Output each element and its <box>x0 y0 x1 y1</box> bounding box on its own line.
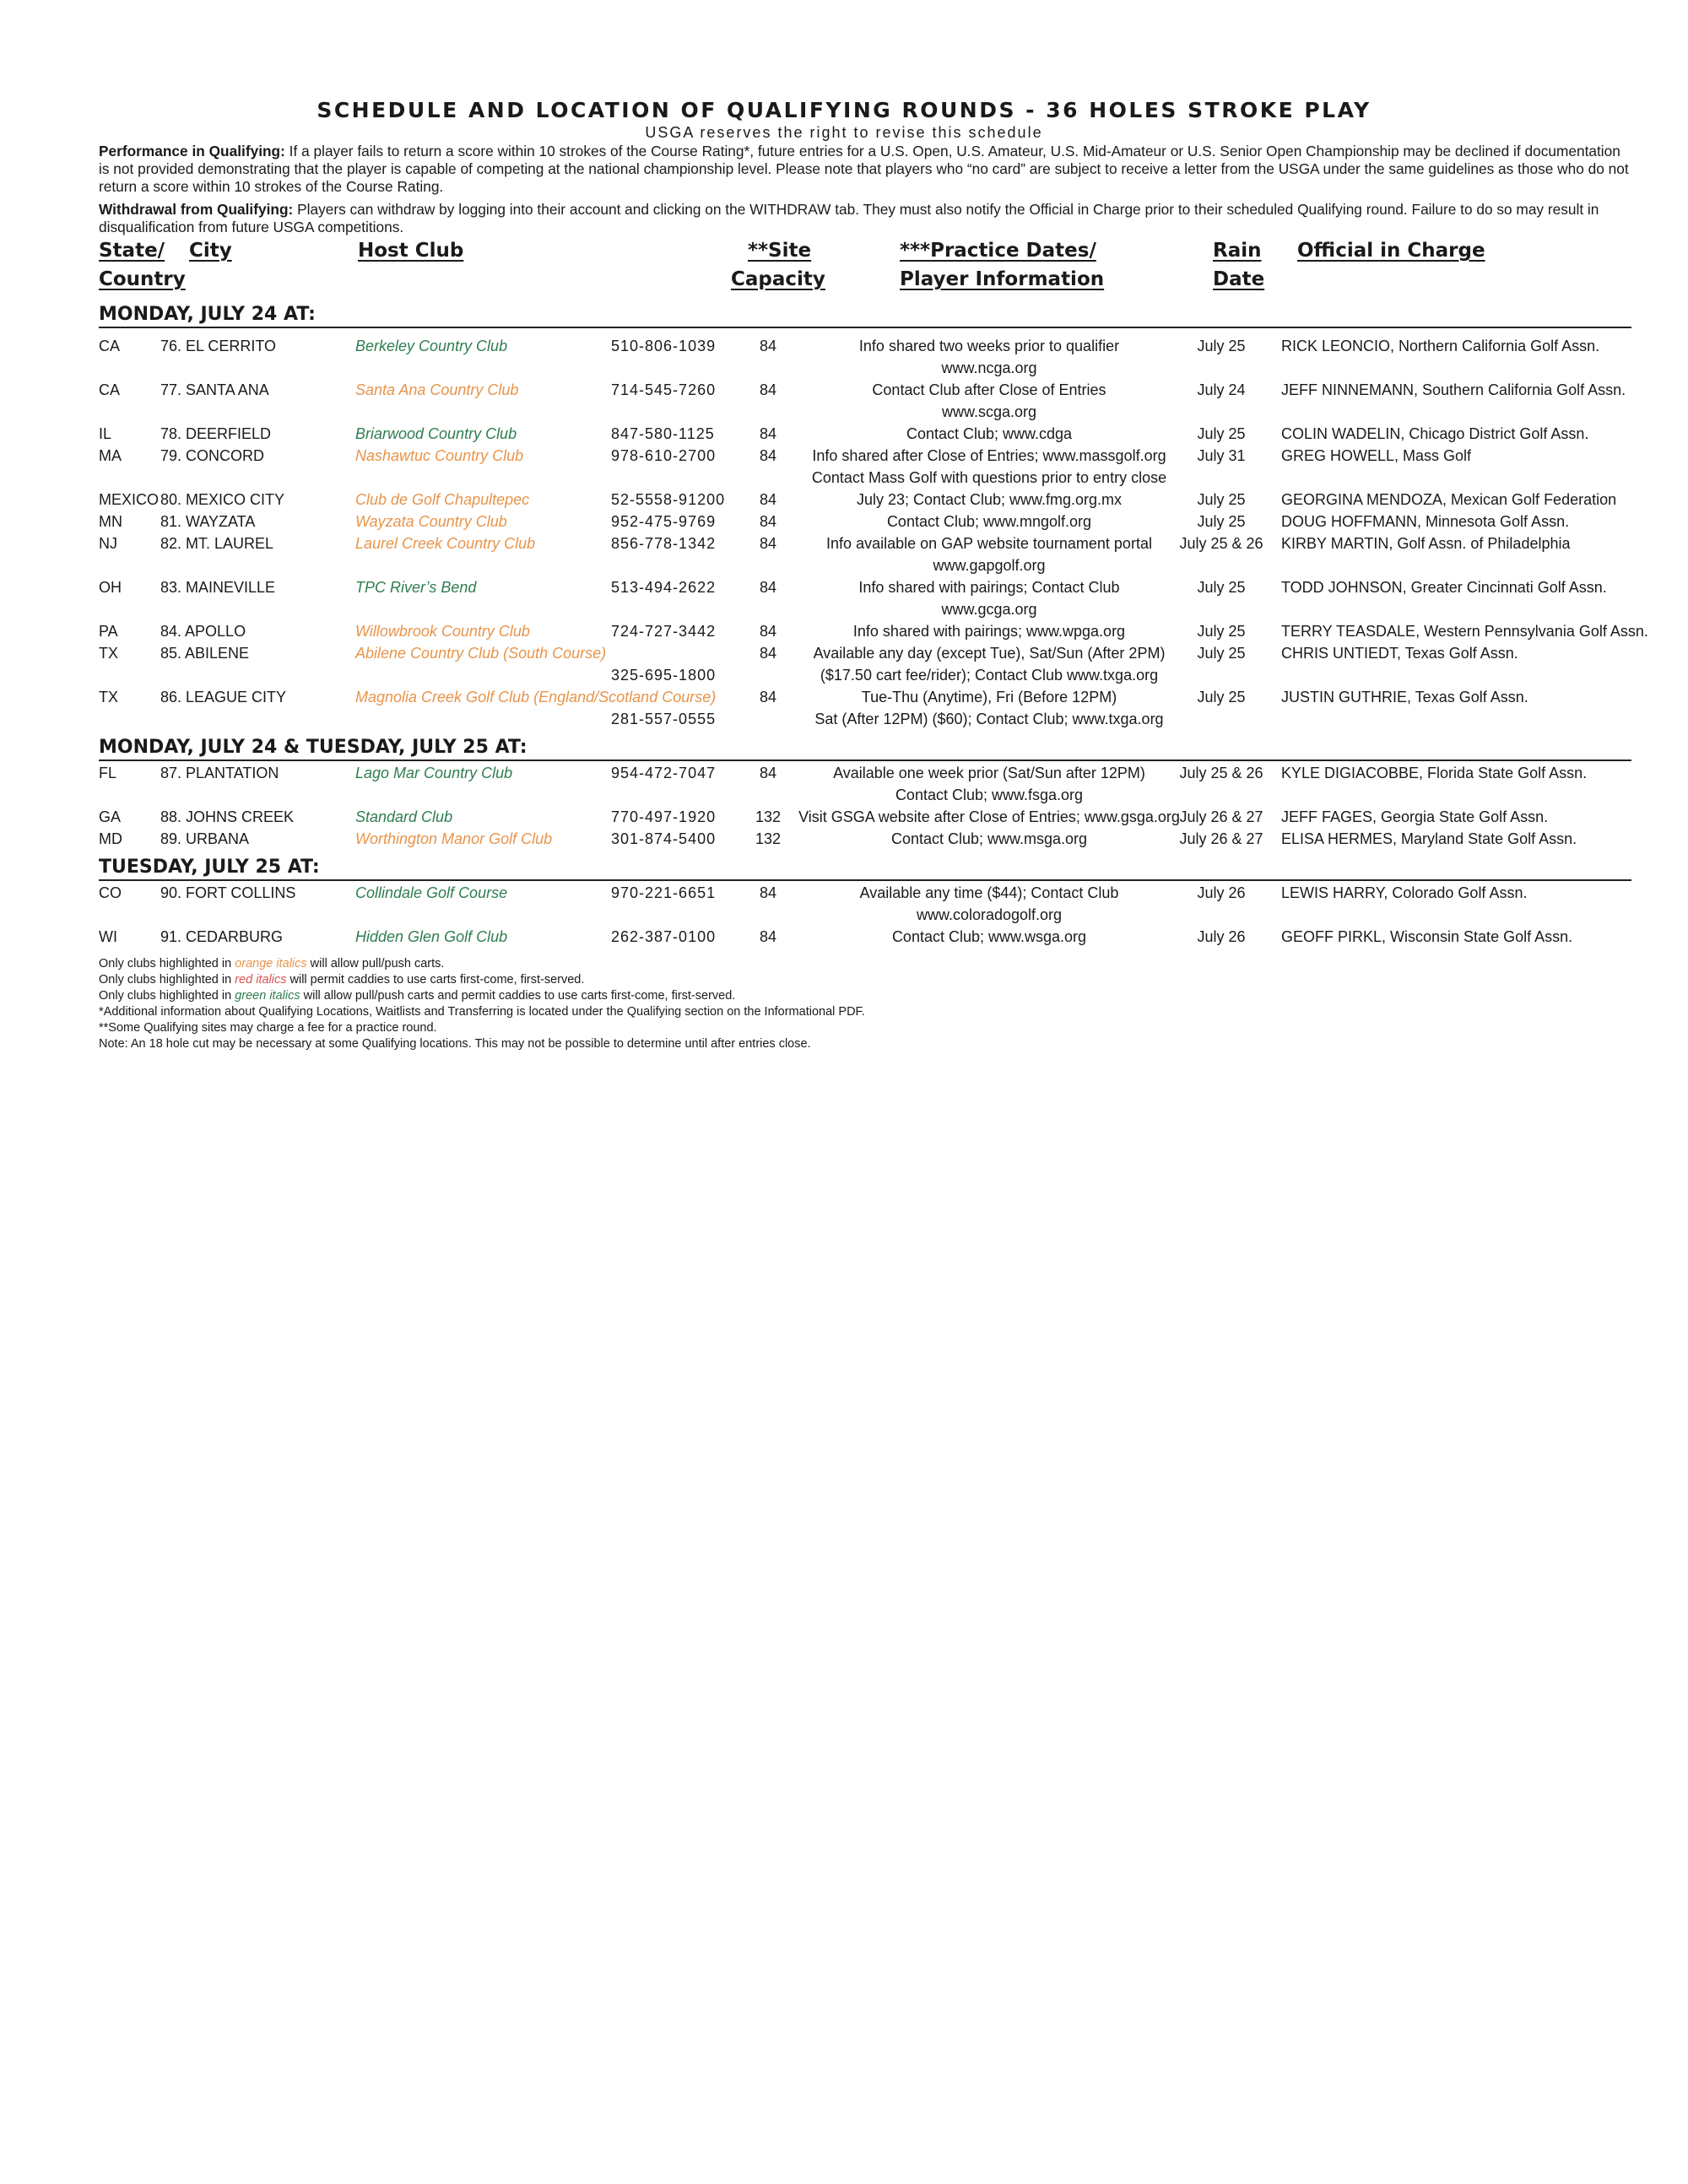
practice-info-cell: Sat (After 12PM) ($60); Contact Club; www.txga.org <box>814 711 1164 727</box>
state-cell: CA <box>99 381 121 398</box>
phone-cell: 954-472-7047 <box>611 765 717 781</box>
host-club-cell: Briarwood Country Club <box>355 425 517 442</box>
rain-date-cell: July 25 & 26 <box>1179 535 1263 552</box>
city-cell: 90. FORT COLLINS <box>160 884 296 901</box>
practice-info-cell: Contact Club; www.msga.org <box>890 830 1088 847</box>
rain-date-cell: July 26 & 27 <box>1179 830 1263 847</box>
practice-info-cell: Contact Club after Close of Entries <box>872 381 1106 398</box>
host-club-cell: Standard Club <box>355 808 453 825</box>
phone-cell: 970-221-6651 <box>611 884 717 901</box>
document-title: SCHEDULE AND LOCATION OF QUALIFYING ROUNDS - 36 HOLES STROKE PLAY <box>316 98 1372 122</box>
city-cell: 77. SANTA ANA <box>160 381 269 398</box>
official-cell: LEWIS HARRY, Colorado Golf Assn. <box>1281 884 1528 901</box>
practice-info-cell: Info shared with pairings; Contact Club <box>858 579 1120 596</box>
state-cell: OH <box>99 579 122 596</box>
capacity-cell: 132 <box>755 830 782 847</box>
phone-cell: 262-387-0100 <box>611 928 717 945</box>
phone-cell: 52-5558-91200 <box>611 491 726 508</box>
footnote-orange: Only clubs highlighted in orange italics will allow pull/push carts. <box>99 957 445 970</box>
host-club-cell: Wayzata Country Club <box>355 513 507 530</box>
rain-date-cell: July 25 <box>1197 338 1246 354</box>
rain-date-cell: July 26 <box>1197 884 1246 901</box>
rain-date-cell: July 31 <box>1197 447 1246 464</box>
practice-info-cell: July 23; Contact Club; www.fmg.org.mx <box>856 491 1123 508</box>
phone-cell: 714-545-7260 <box>611 381 717 398</box>
rain-date-cell: July 25 & 26 <box>1179 765 1263 781</box>
state-cell: FL <box>99 765 117 781</box>
host-club-cell: Magnolia Creek Golf Club (England/Scotland Course) <box>355 689 717 705</box>
official-cell: ELISA HERMES, Maryland State Golf Assn. <box>1281 830 1577 847</box>
official-cell: COLIN WADELIN, Chicago District Golf Assn. <box>1281 425 1589 442</box>
phone-cell: 510-806-1039 <box>611 338 717 354</box>
footnote-practice-fee: **Some Qualifying sites may charge a fee for a practice round. <box>99 1021 437 1035</box>
header-country: Country <box>99 268 186 290</box>
state-cell: MN <box>99 513 122 530</box>
official-cell: GEORGINA MENDOZA, Mexican Golf Federation <box>1281 491 1617 508</box>
performance-text: If a player fails to return a score within 10 strokes of the Course Rating*, future entries for a U.S. Open, U.S. Amateur, U.S. Mid-Amateur or U.S. Senior Open Championship may be declined if documentation is not provided demonstrating that the player is capable of competing at the national championship level. Please note that players who “no card” are subject to receive a letter from the USGA under the same guidelines as those who do not return a score within 10 strokes of the Course Rating. <box>99 143 1629 195</box>
state-cell: MA <box>99 447 122 464</box>
practice-info-cell: Info shared after Close of Entries; www.massgolf.org <box>812 447 1166 464</box>
phone-cell: 513-494-2622 <box>611 579 717 596</box>
capacity-cell: 84 <box>759 447 777 464</box>
city-cell: 89. URBANA <box>160 830 250 847</box>
city-cell: 84. APOLLO <box>160 623 246 640</box>
practice-info-cell: www.coloradogolf.org <box>916 906 1063 923</box>
official-cell: KIRBY MARTIN, Golf Assn. of Philadelphia <box>1281 535 1571 552</box>
capacity-cell: 84 <box>759 338 777 354</box>
phone-cell: 301-874-5400 <box>611 830 717 847</box>
withdrawal-label: Withdrawal from Qualifying: <box>99 201 294 218</box>
rain-date-cell: July 25 <box>1197 689 1246 705</box>
practice-info-cell: Available any time ($44); Contact Club <box>859 884 1119 901</box>
official-cell: DOUG HOFFMANN, Minnesota Golf Assn. <box>1281 513 1570 530</box>
official-cell: JUSTIN GUTHRIE, Texas Golf Assn. <box>1281 689 1528 705</box>
host-club-cell: Santa Ana Country Club <box>355 381 519 398</box>
state-cell: MEXICO <box>99 491 160 508</box>
host-club-cell: Nashawtuc Country Club <box>355 447 524 464</box>
phone-cell: 978-610-2700 <box>611 447 717 464</box>
city-cell: 79. CONCORD <box>160 447 265 464</box>
header-practice-dates: ***Practice Dates/ <box>900 240 1096 262</box>
practice-info-cell: www.gapgolf.org <box>933 557 1046 574</box>
header-city: City <box>189 240 232 262</box>
practice-info-cell: Info shared two weeks prior to qualifier <box>858 338 1120 354</box>
city-cell: 76. EL CERRITO <box>160 338 277 354</box>
host-club-cell: Worthington Manor Golf Club <box>355 830 553 847</box>
state-cell: CO <box>99 884 122 901</box>
section-heading: MONDAY, JULY 24 AT: <box>99 304 1631 328</box>
practice-info-cell: www.ncga.org <box>941 359 1037 376</box>
city-cell: 86. LEAGUE CITY <box>160 689 287 705</box>
city-cell: 83. MAINEVILLE <box>160 579 276 596</box>
phone-cell: 325-695-1800 <box>611 667 717 684</box>
header-player-information: Player Information <box>900 268 1105 290</box>
header-date: Date <box>1213 268 1265 290</box>
city-cell: 85. ABILENE <box>160 645 250 662</box>
city-cell: 78. DEERFIELD <box>160 425 272 442</box>
capacity-cell: 84 <box>759 381 777 398</box>
practice-info-cell: Available one week prior (Sat/Sun after 12PM) <box>833 765 1145 781</box>
state-cell: GA <box>99 808 122 825</box>
host-club-cell: Willowbrook Country Club <box>355 623 530 640</box>
practice-info-cell: ($17.50 cart fee/rider); Contact Club www.txga.org <box>820 667 1159 684</box>
rain-date-cell: July 25 <box>1197 645 1246 662</box>
section-heading: MONDAY, JULY 24 & TUESDAY, JULY 25 AT: <box>99 737 1631 761</box>
practice-info-cell: Visit GSGA website after Close of Entries; www.gsga.org <box>798 808 1180 825</box>
official-cell: JEFF NINNEMANN, Southern California Golf Assn. <box>1281 381 1626 398</box>
capacity-cell: 132 <box>755 808 782 825</box>
phone-cell: 847-580-1125 <box>611 425 715 442</box>
phone-cell: 952-475-9769 <box>611 513 717 530</box>
section-heading: TUESDAY, JULY 25 AT: <box>99 857 1631 881</box>
rain-date-cell: July 25 <box>1197 425 1246 442</box>
state-cell: PA <box>99 623 118 640</box>
city-cell: 81. WAYZATA <box>160 513 256 530</box>
official-cell: RICK LEONCIO, Northern California Golf Assn. <box>1281 338 1600 354</box>
header-host-club: Host Club <box>358 240 464 262</box>
footnote-green: Only clubs highlighted in green italics will allow pull/push carts and permit caddies to use carts first-come, first-served. <box>99 989 736 1003</box>
practice-info-cell: Tue-Thu (Anytime), Fri (Before 12PM) <box>861 689 1117 705</box>
city-cell: 88. JOHNS CREEK <box>160 808 295 825</box>
official-cell: GEOFF PIRKL, Wisconsin State Golf Assn. <box>1281 928 1573 945</box>
official-cell: KYLE DIGIACOBBE, Florida State Golf Assn. <box>1281 765 1588 781</box>
official-cell: JEFF FAGES, Georgia State Golf Assn. <box>1281 808 1549 825</box>
performance-paragraph <box>99 143 1631 196</box>
capacity-cell: 84 <box>759 928 777 945</box>
capacity-cell: 84 <box>759 884 777 901</box>
official-cell: TERRY TEASDALE, Western Pennsylvania Golf Assn. <box>1281 623 1648 640</box>
city-cell: 91. CEDARBURG <box>160 928 284 945</box>
header-state: State/ <box>99 240 165 262</box>
state-cell: TX <box>99 689 119 705</box>
practice-info-cell: Info available on GAP website tournament portal <box>826 535 1152 552</box>
practice-info-cell: Contact Club; www.fsga.org <box>895 787 1084 803</box>
practice-info-cell: Contact Club; www.wsga.org <box>891 928 1087 945</box>
state-cell: CA <box>99 338 121 354</box>
state-cell: WI <box>99 928 117 945</box>
capacity-cell: 84 <box>759 425 777 442</box>
capacity-cell: 84 <box>759 535 777 552</box>
capacity-cell: 84 <box>759 513 777 530</box>
capacity-cell: 84 <box>759 765 777 781</box>
capacity-cell: 84 <box>759 689 777 705</box>
state-cell: MD <box>99 830 122 847</box>
document-subtitle: USGA reserves the right to revise this schedule <box>645 124 1043 141</box>
footnote-additional-info: *Additional information about Qualifying Locations, Waitlists and Transferring is located under the Qualifying section on the Informational PDF. <box>99 1005 865 1019</box>
host-club-cell: Laurel Creek Country Club <box>355 535 536 552</box>
practice-info-cell: Info shared with pairings; www.wpga.org <box>852 623 1126 640</box>
rain-date-cell: July 25 <box>1197 579 1246 596</box>
host-club-cell: Lago Mar Country Club <box>355 765 513 781</box>
state-cell: TX <box>99 645 119 662</box>
withdrawal-paragraph <box>99 201 1631 236</box>
rain-date-cell: July 25 <box>1197 491 1246 508</box>
host-club-cell: Berkeley Country Club <box>355 338 508 354</box>
rain-date-cell: July 24 <box>1197 381 1246 398</box>
header-rain: Rain <box>1213 240 1262 262</box>
state-cell: NJ <box>99 535 117 552</box>
phone-cell: 770-497-1920 <box>611 808 717 825</box>
rain-date-cell: July 25 <box>1197 513 1246 530</box>
header-official-in-charge: Official in Charge <box>1297 240 1485 262</box>
phone-cell: 856-778-1342 <box>611 535 717 552</box>
capacity-cell: 84 <box>759 623 777 640</box>
practice-info-cell: www.gcga.org <box>941 601 1037 618</box>
official-cell: TODD JOHNSON, Greater Cincinnati Golf Assn. <box>1281 579 1607 596</box>
rain-date-cell: July 26 & 27 <box>1179 808 1263 825</box>
rain-date-cell: July 26 <box>1197 928 1246 945</box>
header-site: **Site <box>748 240 812 262</box>
practice-info-cell: Contact Club; www.mngolf.org <box>886 513 1092 530</box>
practice-info-cell: Contact Club; www.cdga <box>906 425 1073 442</box>
rain-date-cell: July 25 <box>1197 623 1246 640</box>
practice-info-cell: www.scga.org <box>941 403 1037 420</box>
host-club-cell: Hidden Glen Golf Club <box>355 928 508 945</box>
withdrawal-text: Players can withdraw by logging into their account and clicking on the WITHDRAW tab. They must also notify the Official in Charge prior to their scheduled Qualifying round. Failure to do so may result in disqualification from future USGA competitions. <box>99 201 1599 235</box>
performance-label: Performance in Qualifying: <box>99 143 285 159</box>
official-cell: GREG HOWELL, Mass Golf <box>1281 447 1472 464</box>
state-cell: IL <box>99 425 112 442</box>
footnotes <box>99 956 865 1052</box>
host-club-cell: Abilene Country Club (South Course) <box>355 645 607 662</box>
host-club-cell: TPC River’s Bend <box>355 579 477 596</box>
host-club-cell: Collindale Golf Course <box>355 884 508 901</box>
phone-cell: 724-727-3442 <box>611 623 717 640</box>
footnote-red: Only clubs highlighted in red italics will permit caddies to use carts first-come, first-served. <box>99 973 585 987</box>
city-cell: 87. PLANTATION <box>160 765 279 781</box>
practice-info-cell: Contact Mass Golf with questions prior to entry close <box>811 469 1167 486</box>
practice-info-cell: Available any day (except Tue), Sat/Sun (After 2PM) <box>813 645 1166 662</box>
capacity-cell: 84 <box>759 491 777 508</box>
city-cell: 80. MEXICO CITY <box>160 491 285 508</box>
phone-cell: 281-557-0555 <box>611 711 717 727</box>
host-club-cell: Club de Golf Chapultepec <box>355 491 530 508</box>
city-cell: 82. MT. LAUREL <box>160 535 274 552</box>
official-cell: CHRIS UNTIEDT, Texas Golf Assn. <box>1281 645 1518 662</box>
capacity-cell: 84 <box>759 579 777 596</box>
capacity-cell: 84 <box>759 645 777 662</box>
footnote-hole-cut: Note: An 18 hole cut may be necessary at some Qualifying locations. This may not be possible to determine until after entries close. <box>99 1037 811 1051</box>
header-capacity: Capacity <box>731 268 825 290</box>
